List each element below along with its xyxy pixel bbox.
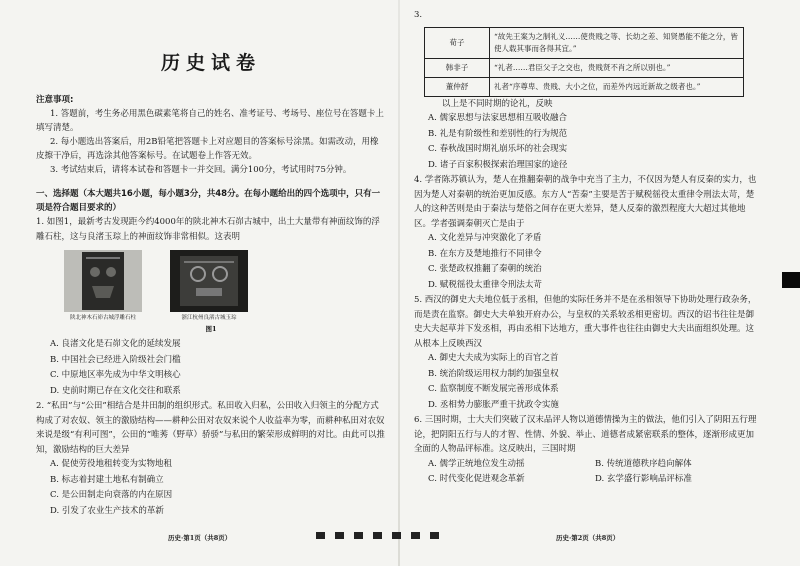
table-key: 董仲舒 [425,77,490,96]
q1-option-a: A. 良渚文化是石峁文化的延续发展 [50,339,181,349]
section-heading: 一、选择题（本大题共16小题，每小题3分，共48分。在每小题给出的四个选项中，只有一项是符合题目要求的） [36,189,381,213]
notes-heading: 注意事项: [36,95,74,105]
question-3-number: 3. [414,10,423,20]
question-6: 6. 三国时期，士大夫们突破了汉末品评人物以道德情操为主的做法，他们引入了阴阳五行理论，把阴阳五行与人的才智、性情、外貌、举止、道德者成紧密联系的整体，逐渐形成更加全面的人物品评标准。这反映出，三国时期 [414,415,757,454]
page-footer-right: 历史·第2页（共8页） [556,534,620,542]
table-row [425,77,744,96]
note-1: 1. 答题前，考生务必用黑色碳素笔将自己的姓名、准考证号、考场号、座位号在答题卡上填写清楚。 [36,109,384,133]
q6-options-row-1 [428,457,762,473]
page-footer-left: 历史·第1页（共8页） [168,534,232,542]
question-2: 2. “私田”与“公田”相结合是井田制的组织形式。私田收入归私，公田收入归领主的分配方式构成了对农奴、领主的激励结构——耕种公田对农奴来说个人收益率为零，而耕种私田对农奴来说是级“有利可图”，公田的“唯莠（野草）骄骄”与私田的繁荣形成鲜明的对比。由此可以推知，激励结构的巨大差异 [36,401,385,455]
question-4: 4. 学者陈苏镇认为，楚人在推翻秦朝的战争中充当了主力，不仅因为楚人有反秦的实力，也因为楚人对秦朝的统治更加反感。东方人“苦秦”主要是苦于赋税徭役太重律令刑法太苛，楚人的这种苦则是由于秦法与楚俗之间存在更大差异，楚人反秦的激烈程度大大超过其他地区。学者强调秦朝灭亡是由于 [414,175,757,229]
question-1: 1. 如图1，最新考古发现距今约4000年的陕北神木石峁古城中，出土大量带有神面纹饰的浮雕石柱，这与良渚玉琮上的神面纹饰非常相似。这表明 [36,217,380,242]
q4-option-d: D. 赋税徭役太重律令刑法太苛 [428,279,542,290]
q2-option-c: C. 是公田制走向衰落的内在原因 [50,490,173,500]
q3-option-a: A. 儒家思想与法家思想相互吸收融合 [428,113,568,123]
q6-option-a: A. 儒学正统地位发生动摇 [428,458,525,469]
figure-1 [64,250,386,322]
table-value: “故先王案为之制礼义……使贵贱之等、长幼之差、知贤愚能不能之分，皆使人载其事而各得其宜。” [490,27,744,58]
table-value: “礼者……君臣父子之交也，贵贱贤不肖之所以别也。” [490,58,744,77]
q6-option-b: B. 传统道德秩序趋向解体 [595,458,692,469]
right-page [400,0,770,566]
figure-label: 图1 [205,325,217,333]
q2-option-a: A. 促使劳役地租转变为实物地租 [50,459,173,469]
q4-option-a: A. 文化差异与冲突激化了矛盾 [428,233,542,243]
q4-option-b: B. 在东方及楚地推行不同律令 [428,248,542,259]
q6-option-d: D. 玄学盛行影响品评标准 [595,474,692,484]
q1-option-c: C. 中原地区率先成为中华文明核心 [50,370,181,380]
caption-left: 陕北神木石峁古城浮雕石柱 [69,315,136,321]
table-row [425,27,744,58]
table-row [425,58,744,77]
q1-option-b: B. 中国社会已经进入阶级社会门槛 [50,354,181,365]
stone-pillar-relief-image [64,250,142,312]
exam-title: 历史试卷 [160,52,261,74]
q2-option-d: D. 引发了农业生产技术的革新 [50,505,164,516]
note-3: 3. 考试结束后，请将本试卷和答题卡一并交回。满分100分，考试用时75分钟。 [50,165,352,175]
black-edge-tab [782,272,800,288]
q5-option-b: B. 统治阶级运用权力制约加强皇权 [428,368,559,379]
caption-right: 浙江杭州良渚古城玉琮 [181,315,237,321]
q5-option-c: C. 监察制度不断发展完善形成体系 [428,384,559,394]
q5-option-a: A. 御史大夫成为实际上的百官之首 [428,353,559,363]
figure-right [170,250,248,322]
question-3: 以上是不同时期的论礼，反映 [442,98,553,109]
table-key: 韩非子 [425,58,490,77]
q2-option-b: B. 标志着封建土地私有制确立 [50,474,164,485]
table-value: 礼者“序尊卑、贵贱、大小之位，而差外内远近新故之级者也。” [490,77,744,96]
table-key: 荀子 [425,27,490,58]
q1-option-d: D. 史前时期已存在文化交往和联系 [50,385,181,396]
q3-option-b: B. 礼是有阶级性和差别性的行为规范 [428,128,568,139]
q6-options-row-2 [428,472,762,488]
q3-option-d: D. 诸子百家积极探索治理国家的途径 [428,159,568,170]
note-2: 2. 每小题选出答案后，用2B铅笔把答题卡上对应题目的答案标号涂黑。如需改动，用橡皮擦干净后，再选涂其他答案标号。在试题卷上作答无效。 [36,137,379,161]
figure-left [64,250,142,322]
q6-option-c: C. 时代变化促进观念革新 [428,474,525,484]
question-5: 5. 西汉的御史大夫地位低于丞相，但他的实际任务并不是在丞相领导下协助处理行政杂务，而是责在监察。御史大夫单独开府办公，与皇权的关系较丞相更密切。西汉的诏书往往是御史大夫起草并下发丞相，再由丞相下达地方，重大事件也往往由御史大夫出面组织处理。这从根本上反映西汉 [414,295,757,349]
q5-option-d: D. 丞相势力膨胀严重干扰政令实施 [428,399,559,410]
source-table [424,27,744,97]
q3-option-c: C. 春秋战国时期礼崩乐坏的社会现实 [428,144,568,154]
q4-option-c: C. 张楚政权推翻了秦朝的统治 [428,264,542,274]
jade-cong-image [170,250,248,312]
